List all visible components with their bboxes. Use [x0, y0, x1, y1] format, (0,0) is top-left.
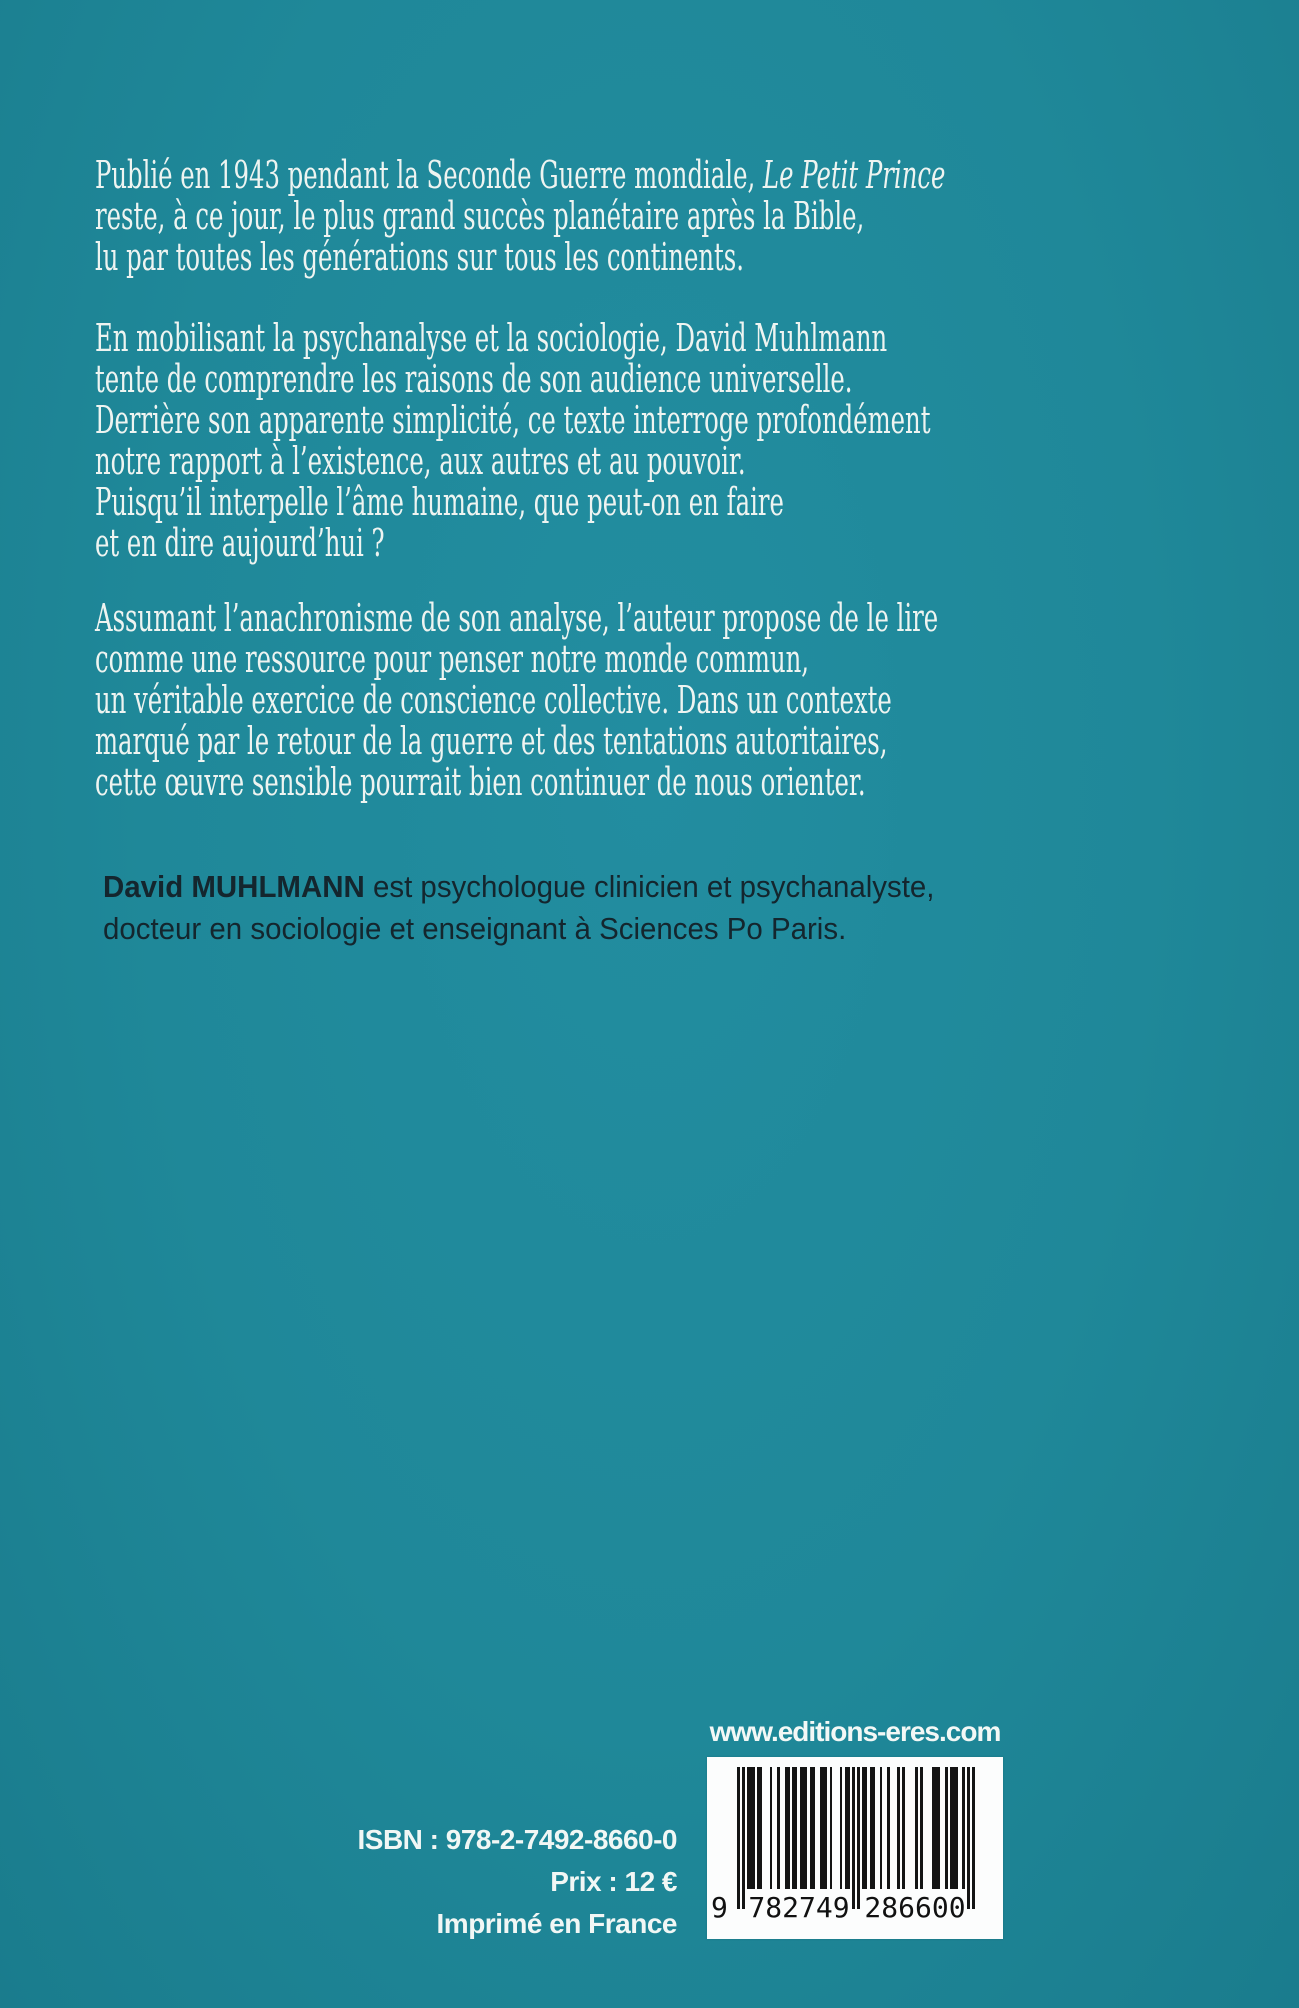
barcode-bar [945, 1767, 948, 1889]
barcode-bar [777, 1767, 780, 1889]
barcode-bar [915, 1767, 918, 1889]
text-line: docteur en sociologie et enseignant à Sciences Po Paris. [103, 911, 847, 946]
barcode-bar [937, 1767, 940, 1889]
text-line: Puisqu’il interpelle l’âme humaine, que peut-on en faire [95, 480, 784, 524]
author-name: David MUHLMANN [103, 869, 365, 904]
barcode-bar [752, 1767, 755, 1889]
barcode-digit-system: 9 [711, 1891, 728, 1924]
barcode-bar [795, 1767, 798, 1889]
barcode-bar [847, 1767, 850, 1889]
text-line: cette œuvre sensible pourrait bien continuer de nous orienter. [95, 760, 866, 804]
author-bio [103, 866, 934, 950]
text-line: et en dire aujourd’hui ? [95, 521, 385, 565]
barcode-bar [865, 1767, 868, 1889]
synopsis-paragraph-1 [95, 155, 945, 278]
text-line: marqué par le retour de la guerre et des tentations autoritaires, [95, 719, 888, 763]
barcode-bar [760, 1767, 763, 1889]
barcode-bar [880, 1767, 883, 1889]
paragraph-lead-text: Publié en 1943 pendant la Seconde Guerre mondiale, [95, 153, 763, 197]
barcode-bars [737, 1767, 975, 1909]
isbn-text: ISBN : 978-2-7492-8660-0 [357, 1824, 677, 1855]
text-line: notre rapport à l’existence, aux autres et au pouvoir. [95, 439, 746, 483]
barcode-bar [737, 1767, 740, 1909]
barcode-bar [852, 1767, 855, 1909]
book-title-italic: Le Petit Prince [762, 153, 946, 197]
barcode-bar [742, 1767, 745, 1909]
barcode-bar [770, 1767, 773, 1889]
printed-in-text: Imprimé en France [436, 1908, 677, 1939]
barcode-bar [805, 1767, 808, 1889]
print-info-block [357, 1819, 677, 1945]
barcode-bar [872, 1767, 875, 1889]
barcode-bar [825, 1767, 828, 1889]
barcode-bar [857, 1767, 860, 1909]
barcode-bar [897, 1767, 900, 1889]
text-line: reste, à ce jour, le plus grand succès planétaire après la Bible, [95, 194, 865, 238]
synopsis-paragraph-2 [95, 318, 930, 564]
barcode-label [707, 1757, 1003, 1939]
text-line [103, 866, 934, 908]
synopsis-paragraph-3 [95, 598, 938, 803]
text-line [95, 155, 945, 196]
price-text: Prix : 12 € [550, 1866, 677, 1897]
barcode-digits-left: 782749 [748, 1891, 850, 1924]
barcode-bar [787, 1767, 790, 1889]
text-line: Derrière son apparente simplicité, ce texte interroge profondément [95, 398, 931, 442]
text-line: un véritable exercice de conscience collective. Dans un contexte [95, 678, 892, 722]
bio-line1-text: est psychologue clinicien et psychanalyste, [364, 869, 935, 904]
barcode-bar [812, 1767, 815, 1889]
barcode-bar [972, 1767, 975, 1909]
barcode-bar [887, 1767, 890, 1889]
text-line: lu par toutes les générations sur tous les continents. [95, 235, 744, 279]
barcode-bar [967, 1767, 970, 1909]
barcode-bar [902, 1767, 905, 1889]
text-line: tente de comprendre les raisons de son audience universelle. [95, 357, 853, 401]
barcode-bar [840, 1767, 843, 1889]
barcode-bar [955, 1767, 958, 1889]
barcode-digits-right: 286600 [864, 1891, 966, 1924]
barcode-bar [830, 1767, 833, 1889]
text-line: En mobilisant la psychanalyse et la sociologie, David Muhlmann [95, 316, 888, 360]
text-line: Assumant l’anachronisme de son analyse, l’auteur propose de le lire [95, 596, 939, 640]
text-line: comme une ressource pour penser notre monde commun, [95, 637, 810, 681]
barcode-bar [920, 1767, 923, 1889]
barcode-bar [962, 1767, 965, 1889]
publisher-website-url: www.editions-eres.com [709, 1716, 1001, 1747]
